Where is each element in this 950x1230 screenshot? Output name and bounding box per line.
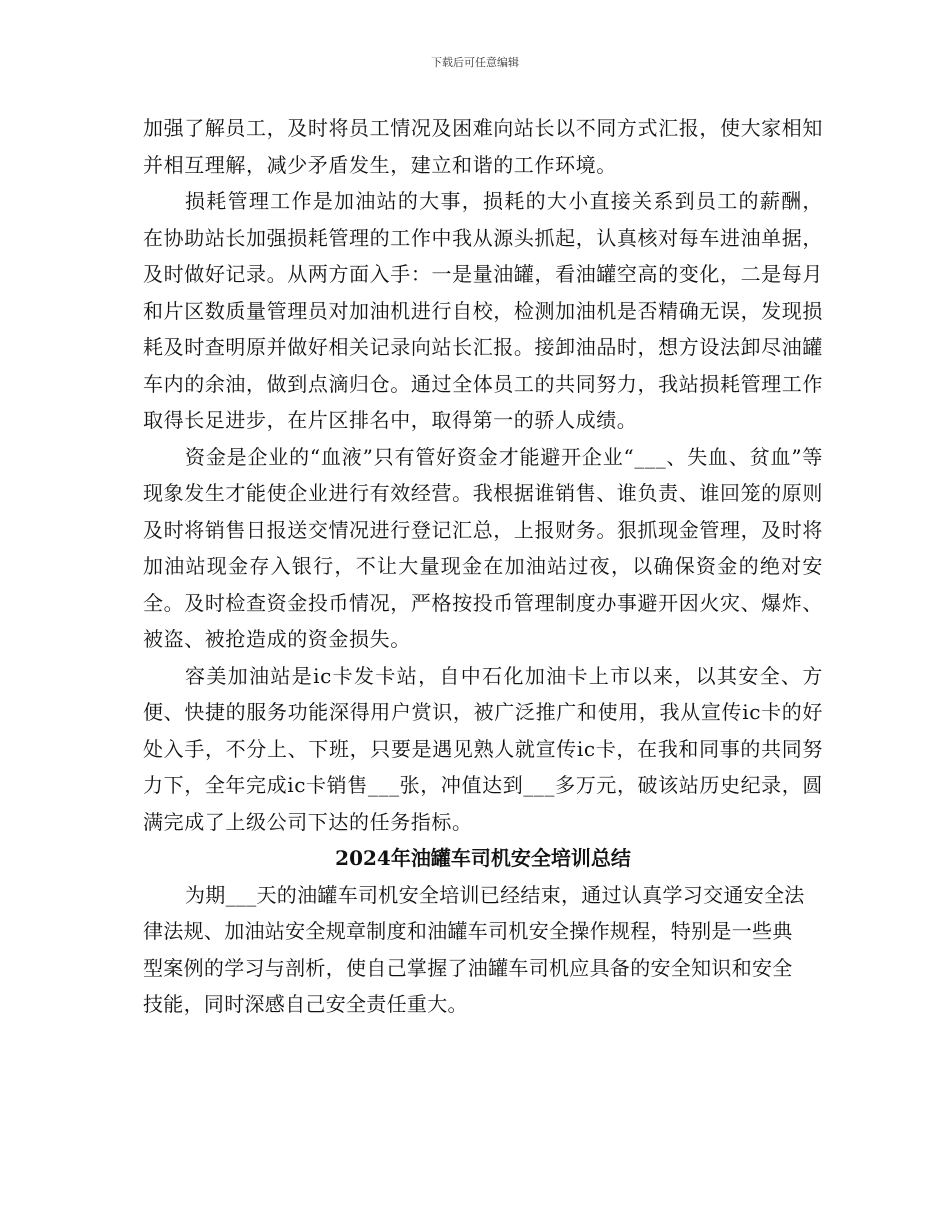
document-body xyxy=(143,110,823,1023)
paragraph-training-summary: 为期___天的油罐车司机安全培训已经结束，通过认真学习交通安全法律法规、加油站安全规章制度和油罐车司机安全操作规程，特别是一些典型案例的学习与剖析，使自己掌握了油罐车司机应具备的安全知识和安全技能，同时深感自己安全责任重大。 xyxy=(143,882,805,1016)
paragraph-loss-management: 损耗管理工作是加油站的大事，损耗的大小直接关系到员工的薪酬，在协助站长加强损耗管理的工作中我从源头抓起，认真核对每车进油单据，及时做好记录。从两方面入手：一是量油罐，看油罐空高的变化，二是每月和片区数质量管理员对加油机进行自校，检测加油机是否精确无误，发现损耗及时查明原并做好相关记录向站长汇报。接卸油品时，想方设法卸尽油罐车内的余油，做到点滴归仓。通过全体员工的共同努力，我站损耗管理工作取得长足进步，在片区排名中，取得第一的骄人成绩。 xyxy=(143,189,823,432)
paragraph-funds-management: 资金是企业的“血液”只有管好资金才能避开企业“___、失血、贫血”等现象发生才能使企业进行有效经营。我根据谁销售、谁负责、谁回笼的原则及时将销售日报送交情况进行登记汇总，上报财务。狠抓现金管理，及时将加油站现金存入银行，不让大量现金在加油站过夜，以确保资金的绝对安全。及时检查资金投币情况，严格按投币管理制度办事避开因火灾、爆炸、被盗、被抢造成的资金损失。 xyxy=(143,444,823,651)
page-header: 下载后可任意编辑 xyxy=(431,56,519,69)
paragraph-ic-card: 容美加油站是ic卡发卡站，自中石化加油卡上市以来，以其安全、方便、快捷的服务功能深得用户赏识，被广泛推广和使用，我从宣传ic卡的好处入手，不分上、下班，只要是遇见熟人就宣传ic卡，在我和同事的共同努力下，全年完成ic卡销售___张，冲值达到___多万元，破该站历史纪录，圆满完成了上级公司下达的任务指标。 xyxy=(143,663,823,834)
paragraph-staff-communication: 加强了解员工，及时将员工情况及困难向站长以不同方式汇报，使大家相知并相互理解，减少矛盾发生，建立和谐的工作环境。 xyxy=(143,116,823,177)
section-title: 2024年油罐车司机安全培训总结 xyxy=(335,846,631,870)
